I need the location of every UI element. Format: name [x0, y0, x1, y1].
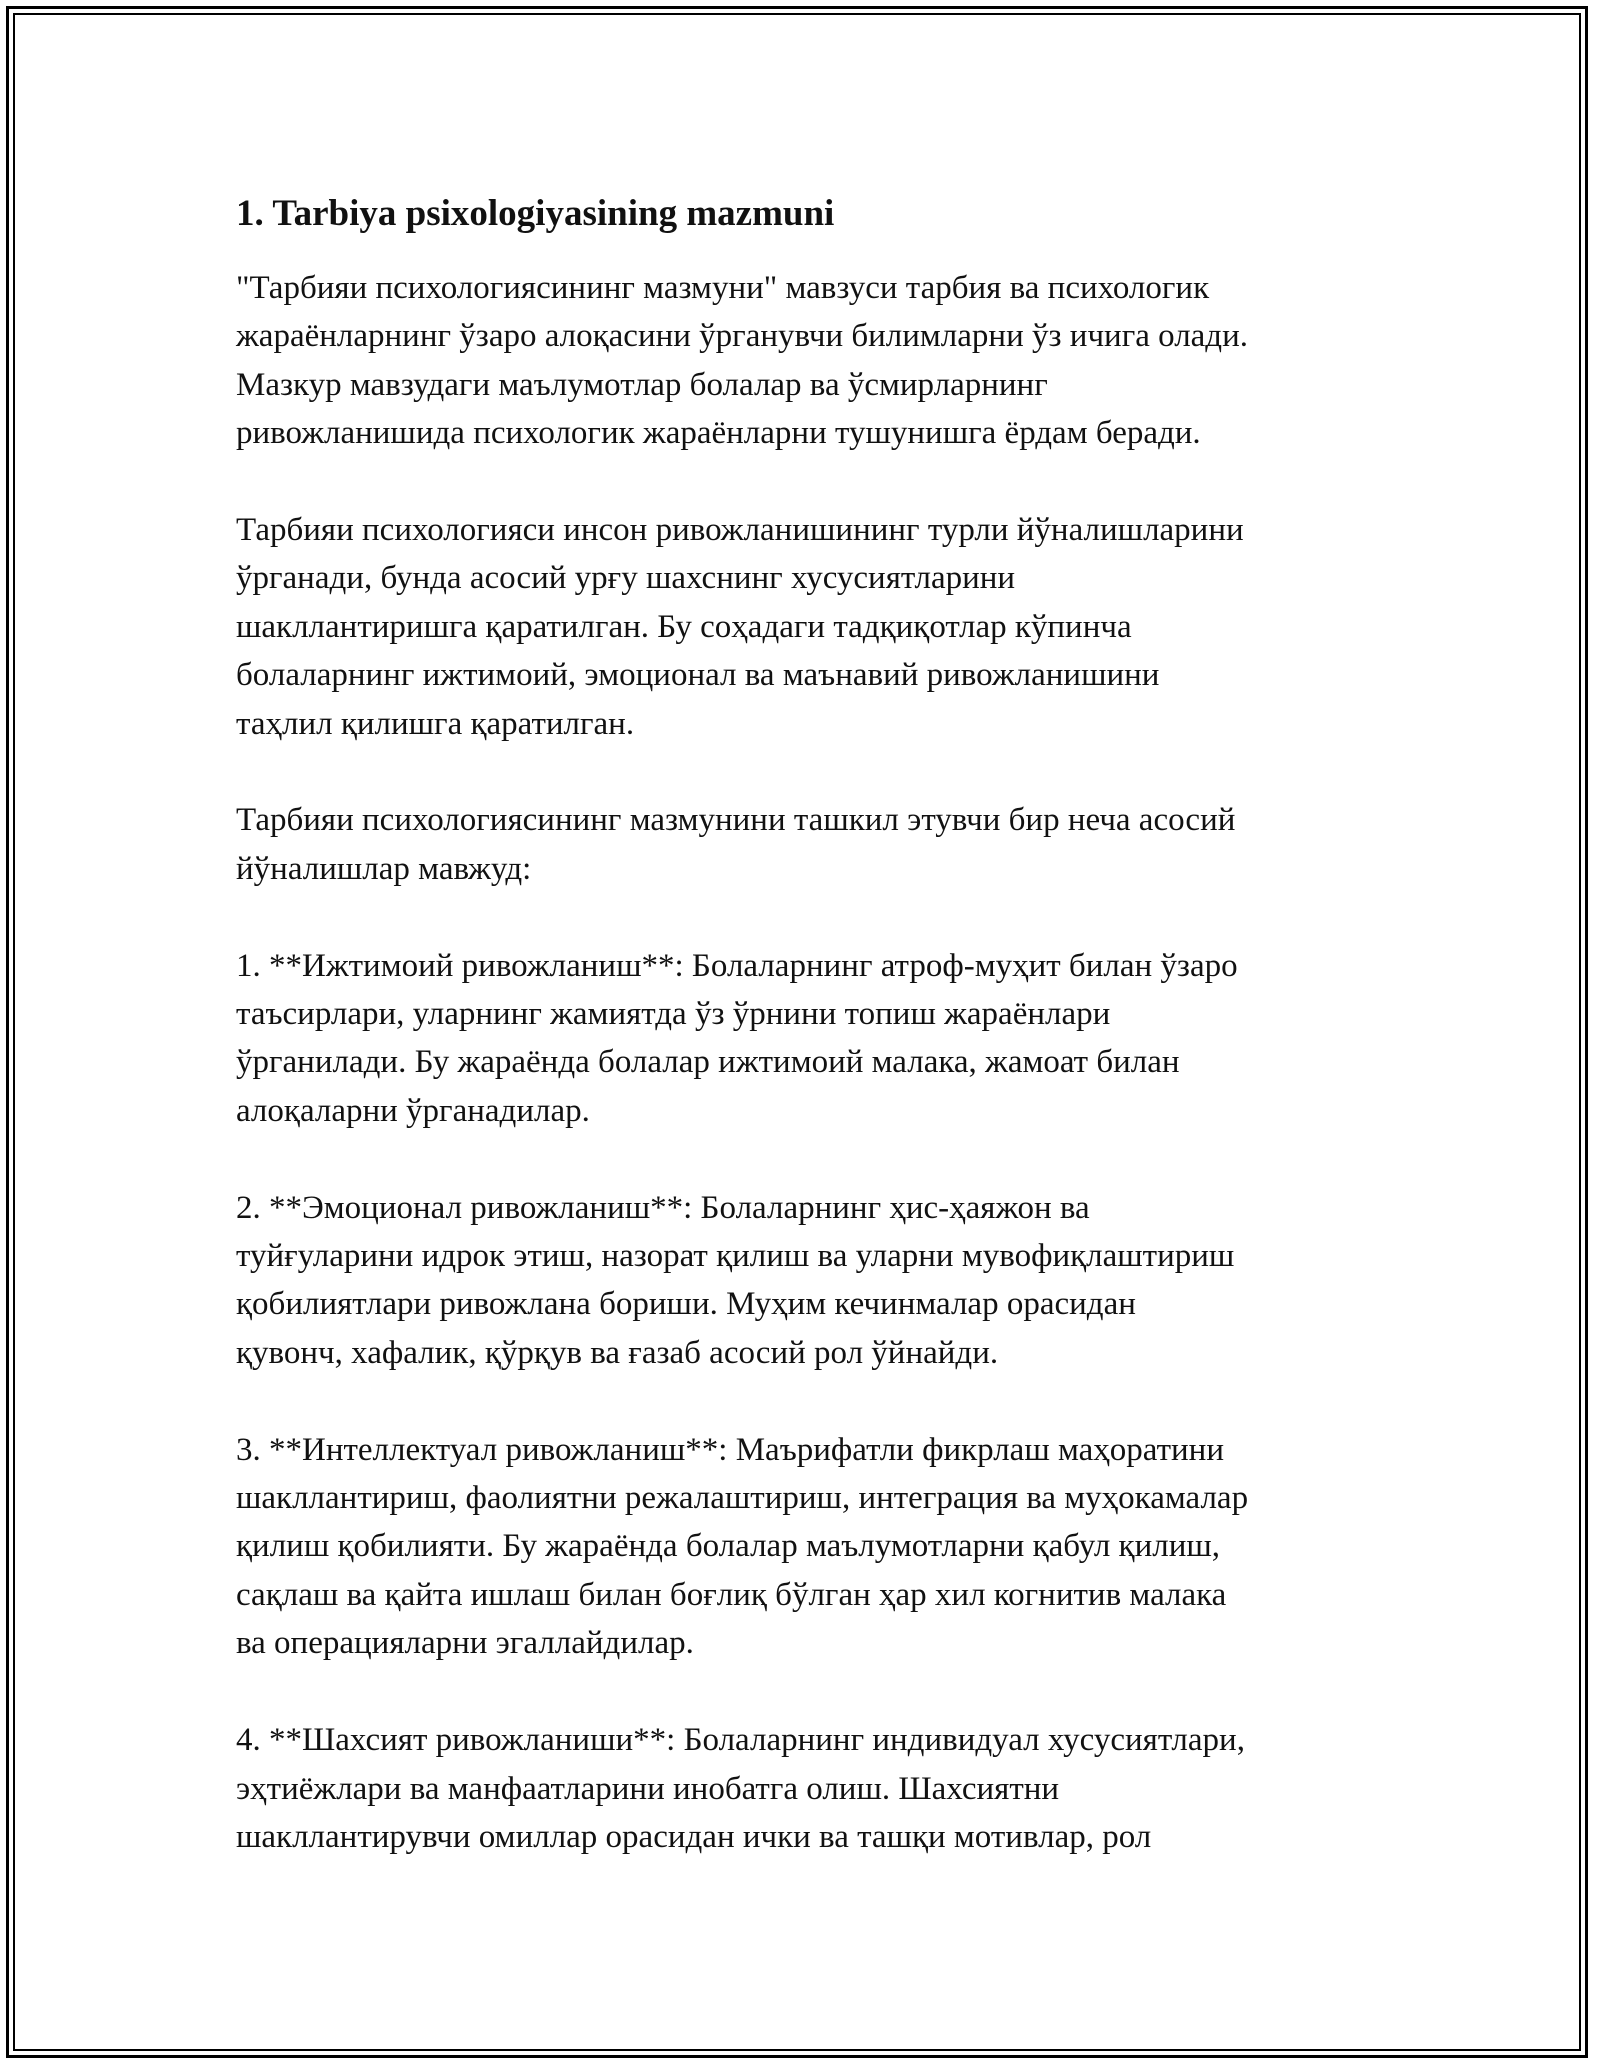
list-item-intellectual-development: 3. **Интеллектуал ривожланиш**: Маърифатли фикрлаш маҳоратини шакллантириш, фаолиятни режалаштириш, интеграция ва муҳокамалар қилиш қобилияти. Бу жараёнда болалар маълумотларни қабул қилиш, сақлаш ва қайта ишлаш билан боғлиқ бўлган ҳар хил когнитив малака ва операцияларни эгаллайдилар.: [236, 1431, 1249, 1662]
document-body: [236, 190, 1396, 1910]
section-heading: 1. Tarbiya psixologiyasining mazmuni: [236, 193, 835, 234]
paragraph-directions: Тарбияи психологиясининг мазмунини ташкил этувчи бир неча асосий йўналишлар мавжуд:: [236, 802, 1236, 887]
list-item-emotional-development: 2. **Эмоционал ривожланиш**: Болаларнинг ҳис-ҳаяжон ва туйғуларини идрок этиш, назорат қилиш ва уларни мувофиқлаштириш қобилиятлари ривожлана бориши. Муҳим кечинмалар орасидан қувонч, хафалик, қўрқув ва ғазаб асосий рол ўйнайди.: [236, 1189, 1235, 1371]
paragraph-overview: Тарбияи психологияси инсон ривожланишининг турли йўналишларини ўрганади, бунда асосий урғу шахснинг хусусиятларини шакллантиришга қаратилган. Бу соҳадаги тадқиқотлар кўпинча болаларнинг ижтимоий, эмоционал ва маънавий ривожланишини таҳлил қилишга қаратилган.: [236, 512, 1244, 742]
paragraph-intro: "Тарбияи психологиясининг мазмуни" мавзуси тарбия ва психологик жараёнларнинг ўзаро алоқасини ўрганувчи билимларни ўз ичига олади. Мазкур мавзудаги маълумотлар болалар ва ўсмирларнинг ривожланишида психологик жараёнларни тушунишга ёрдам беради.: [236, 270, 1249, 452]
list-item-social-development: 1. **Ижтимоий ривожланиш**: Болаларнинг атроф-муҳит билан ўзаро таъсирлари, уларнинг жамиятда ўз ўрнини топиш жараёнлари ўрганилади. Бу жараёнда болалар ижтимоий малака, жамоат билан алоқаларни ўрганадилар.: [236, 947, 1238, 1129]
list-item-personality-development: 4. **Шахсият ривожланиши**: Болаларнинг индивидуал хусусиятлари, эҳтиёжлари ва манфаатларини инобатга олиш. Шахсиятни шакллантирувчи омиллар орасидан ички ва ташқи мотивлар, рол: [236, 1722, 1245, 1855]
